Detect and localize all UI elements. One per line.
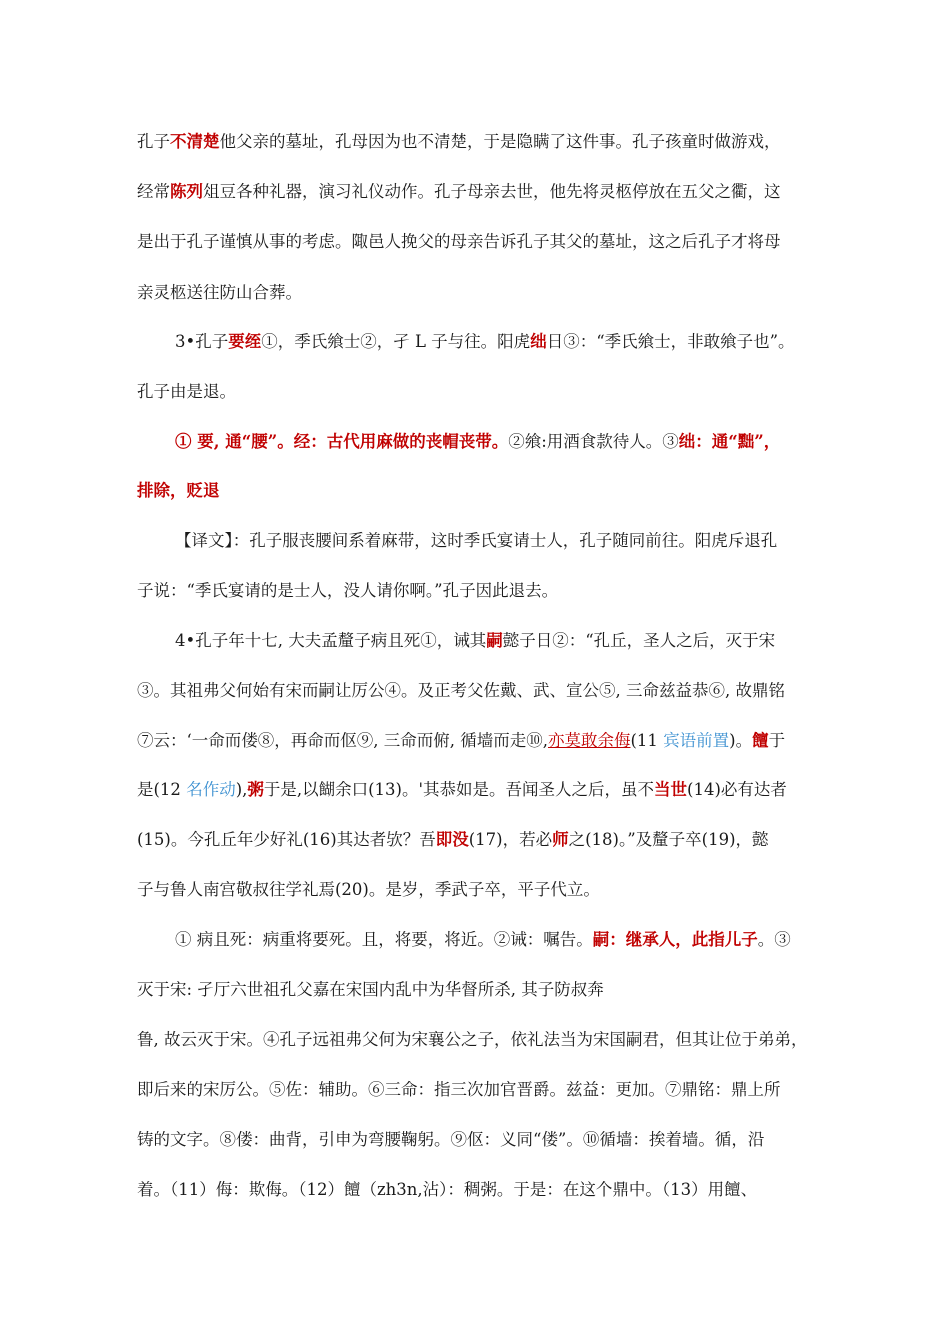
translation-line: 孔子不清楚他父亲的墓址，孔母因为也不清楚，于是隐瞒了这件事。孔子孩童时做游戏， bbox=[137, 132, 781, 151]
passage-line: (15)。今孔丘年少好礼(16)其达者欤？吾即没(17)，若必师之(18)。”及釐子卒(19)，懿 bbox=[137, 830, 769, 849]
translation-line: 【译文】：孔子服丧腰间系着麻带，这时季氏宴请士人，孔子随同前往。阳虎斥退孔 bbox=[175, 531, 778, 550]
passage-line: 4•孔子年十七, 大夫孟釐子病且死①，诫其嗣懿子日②：“孔丘，圣人之后，灭于宋 bbox=[175, 631, 776, 650]
annotation-line: 即后来的宋厉公。⑤佐：辅助。⑥三命：指三次加官晋爵。兹益：更加。⑦鼎铭：鼎上所 bbox=[137, 1080, 781, 1099]
annotation-line bbox=[137, 480, 220, 502]
emphasis-term: 嗣 bbox=[486, 631, 503, 650]
passage-line: 子与鲁人南宫敬叔往学礼焉(20)。是岁，季武子卒，平子代立。 bbox=[137, 880, 600, 899]
passage-line: ⑦云：‘一命而偻⑧，再命而伛⑨, 三命而俯, 循墙而走⑩,亦莫敢余侮(11 宾语前置)。饘于 bbox=[137, 731, 786, 750]
passage-line: 3•孔子要绖①，季氏飨士②，孑 L 子与往。阳虎绌日③：“季氏飨士，非敢飨子也”。 bbox=[175, 332, 795, 351]
annotation-line: ① 病且死：病重将要死。且，将要，将近。②诫：嘱告。嗣：继承人，此指儿子。③ bbox=[175, 930, 791, 949]
emphasis-term: 绌 bbox=[530, 332, 547, 351]
emphasis-term: 饘 bbox=[752, 731, 769, 750]
emphasis-term: 要绖 bbox=[228, 332, 262, 351]
grammar-note: 名作动 bbox=[186, 780, 236, 799]
emphasis-note: 排除，贬退 bbox=[137, 481, 220, 500]
passage-line: 孔子由是退。 bbox=[137, 382, 236, 401]
emphasis-term: 即没 bbox=[435, 830, 469, 849]
emphasis-note: 嗣：继承人，此指儿子 bbox=[592, 930, 758, 949]
translation-line: 经常陈列俎豆各种礼器，演习礼仪动作。孔子母亲去世，他先将灵柩停放在五父之衢，这 bbox=[137, 182, 781, 201]
translation-line: 是出于孔子谨慎从事的考虑。陬邑人挽父的母亲告诉孔子其父的墓址，这之后孔子才将母 bbox=[137, 232, 781, 251]
annotation-line: ① 要, 通“腰”。经：古代用麻做的丧帽丧带。②飨:用酒食款待人。③绌：通“黜”， bbox=[175, 432, 781, 451]
emphasis-note: 绌：通“黜”， bbox=[678, 432, 781, 451]
translation-line: 亲灵柩送往防山合葬。 bbox=[137, 283, 302, 302]
emphasis-term: 不清楚 bbox=[170, 132, 220, 151]
emphasis-term: 粥 bbox=[247, 780, 264, 799]
emphasis-note: ① 要, 通“腰”。经：古代用麻做的丧帽丧带。 bbox=[175, 432, 509, 451]
emphasis-term: 师 bbox=[552, 830, 569, 849]
annotation-line: 着。（11）侮：欺侮。（12）饘（zh3n,沾）：稠粥。于是：在这个鼎中。（13）用饘、 bbox=[137, 1180, 758, 1199]
emphasis-term: 陈列 bbox=[170, 182, 203, 201]
grammar-note: 宾语前置 bbox=[663, 731, 730, 750]
underlined-phrase: 亦莫敢余侮 bbox=[547, 731, 631, 750]
translation-line: 子说：“季氏宴请的是士人，没人请你啊。”孔子因此退去。 bbox=[137, 581, 559, 600]
annotation-line: 灭于宋: 孑厅六世祖孔父嘉在宋国内乱中为华督所杀, 其子防叔奔 bbox=[137, 980, 604, 999]
passage-line: ③。其祖弗父何始有宋而嗣让厉公④。及正考父佐戴、武、宣公⑤, 三命兹益恭⑥, 故鼎铭 bbox=[137, 681, 785, 700]
emphasis-term: 当世 bbox=[654, 780, 688, 799]
annotation-line: 铸的文字。⑧偻：曲背，引申为弯腰鞠躬。⑨伛：义同“偻”。⑩循墙：挨着墙。循，沿 bbox=[137, 1130, 765, 1149]
annotation-line: 鲁, 故云灭于宋。④孔子远祖弗父何为宋襄公之子，依礼法当为宋国嗣君，但其让位于弟弟， bbox=[137, 1030, 808, 1049]
passage-line: 是(12 名作动),粥于是,以餬余口(13)。'其恭如是。吾闻圣人之后，虽不当世(14)必有达者 bbox=[137, 780, 787, 799]
